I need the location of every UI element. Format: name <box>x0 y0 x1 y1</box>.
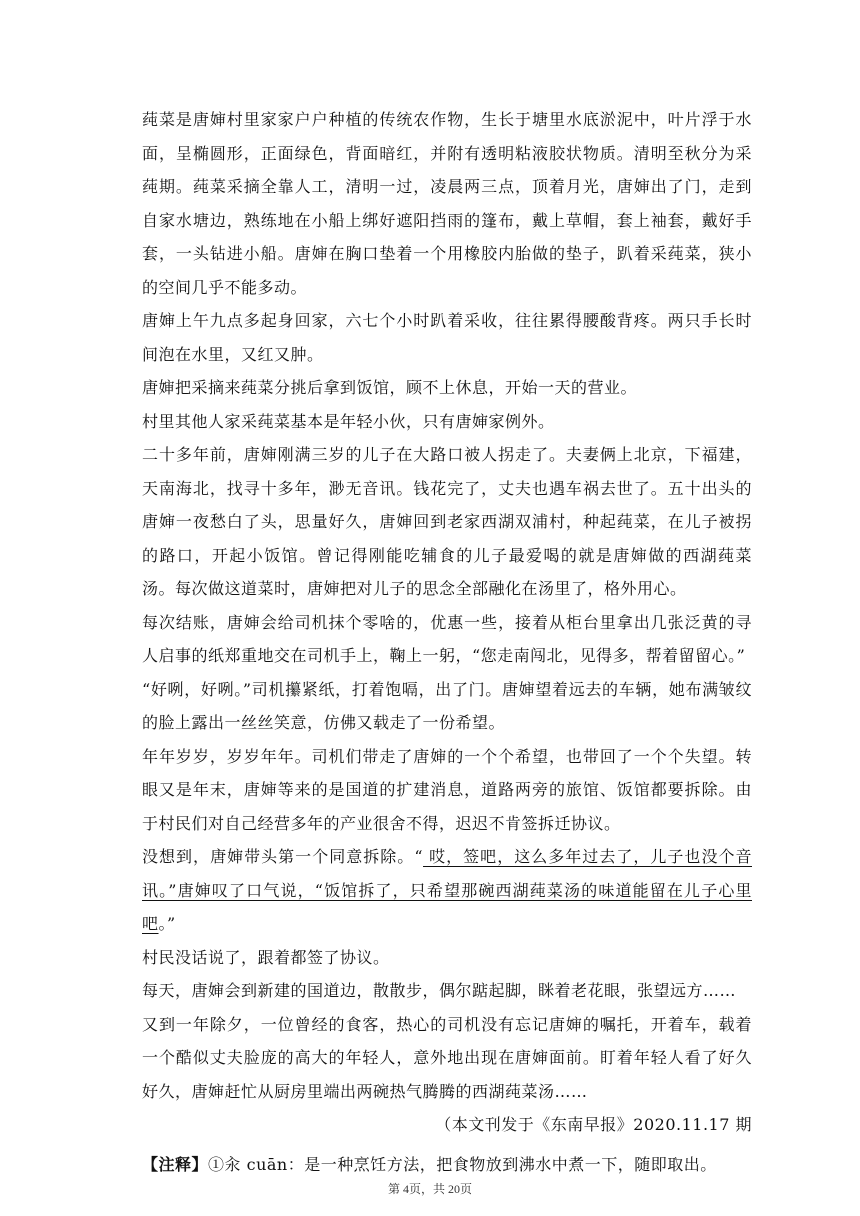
paragraph-5: 二十多年前，唐婶刚满三岁的儿子在大路口被人拐走了。夫妻俩上北京，下福建，天南海北，找寻十多年，渺无音讯。钱花完了，丈夫也遇车祸去世了。五十出头的唐婶一夜愁白了头，思量好久，唐婶回到老家西湖双浦村，种起莼菜，在儿子被拐的路口，开起小饭馆。曾记得刚能吃辅食的儿子最爱喝的就是唐婶做的西湖莼菜汤。每次做这道菜时，唐婶把对儿子的思念全部融化在汤里了，格外用心。 <box>142 445 752 598</box>
annotation-note <box>142 1148 752 1182</box>
paragraph-11: 每天，唐婶会到新建的国道边，散散步，偶尔踮起脚，眯着老花眼，张望远方…… <box>142 981 737 1000</box>
paragraph-9-after: 。” <box>158 914 176 933</box>
source-citation: （本文刊发于《东南早报》2020.11.17 期 <box>435 1115 752 1134</box>
paragraph-2: 唐婶上午九点多起身回家，六七个小时趴着采收，往往累得腰酸背疼。两只手长时间泡在水里，又红又肿。 <box>142 311 752 364</box>
paragraph-4: 村里其他人家采莼菜基本是年轻小伙，只有唐婶家例外。 <box>142 411 555 431</box>
paragraph-6: 每次结账，唐婶会给司机抹个零啥的，优惠一些，接着从柜台里拿出几张泛黄的寻人启事的纸郑重地交在司机手上，鞠上一躬，“您走南闯北，见得多，帮着留留心。” <box>142 612 752 665</box>
underlined-quote: 哎，签吧，这么多年过去了，儿子也没个音讯。”唐婶叹了口气说，“饭馆拆了，只希望那碗西湖莼菜汤的味道能留在儿子心里吧 <box>142 847 752 933</box>
annotation-text: ①汆 cuān：是一种烹饪方法，把食物放到沸水中煮一下，随即取出。 <box>208 1154 717 1174</box>
document-page <box>142 103 752 1181</box>
paragraph-9-underlined <box>142 840 752 941</box>
paragraph-7: “好咧，好咧。”司机攥紧纸，打着饱嗝，出了门。唐婶望着远去的车辆，她布满皱纹的脸上露出一丝丝笑意，仿佛又载走了一份希望。 <box>142 679 752 732</box>
paragraph-8: 年年岁岁，岁岁年年。司机们带走了唐婶的一个个希望，也带回了一个个失望。转眼又是年末，唐婶等来的是国道的扩建消息，道路两旁的旅馆、饭馆都要拆除。由于村民们对自己经营多年的产业很舍不得，迟迟不肯签拆迁协议。 <box>142 746 752 833</box>
paragraph-9-before: 没想到，唐婶带头第一个同意拆除。“ <box>142 847 424 866</box>
paragraph-12: 又到一年除夕，一位曾经的食客，热心的司机没有忘记唐婶的嘱托，开着车，载着一个酷似丈夫脸庞的高大的年轻人，意外地出现在唐婶面前。盯着年轻人看了好久好久，唐婶赶忙从厨房里端出两碗热气腾腾的西湖莼菜汤…… <box>142 1014 752 1101</box>
page-footer: 第 4页，共 20页 <box>387 1182 472 1196</box>
paragraph-10: 村民没话说了，跟着都签了协议。 <box>142 947 390 967</box>
annotation-mark: 【注释】 <box>142 1154 209 1174</box>
paragraph-3: 唐婶把采摘来莼菜分挑后拿到饭馆，顾不上休息，开始一天的营业。 <box>142 378 638 397</box>
paragraph-1: 莼菜是唐婶村里家家户户种植的传统农作物，生长于塘里水底淤泥中，叶片浮于水面，呈椭圆形，正面绿色，背面暗红，并附有透明粘液胶状物质。清明至秋分为采莼期。莼菜采摘全靠人工，清明一过，凌晨两三点，顶着月光，唐婶出了门，走到自家水塘边，熟练地在小船上绑好遮阳挡雨的篷布，戴上草帽，套上袖套，戴好手套，一头钻进小船。唐婶在胸口垫着一个用橡胶内胎做的垫子，趴着采莼菜，狭小的空间几乎不能多动。 <box>142 110 752 297</box>
